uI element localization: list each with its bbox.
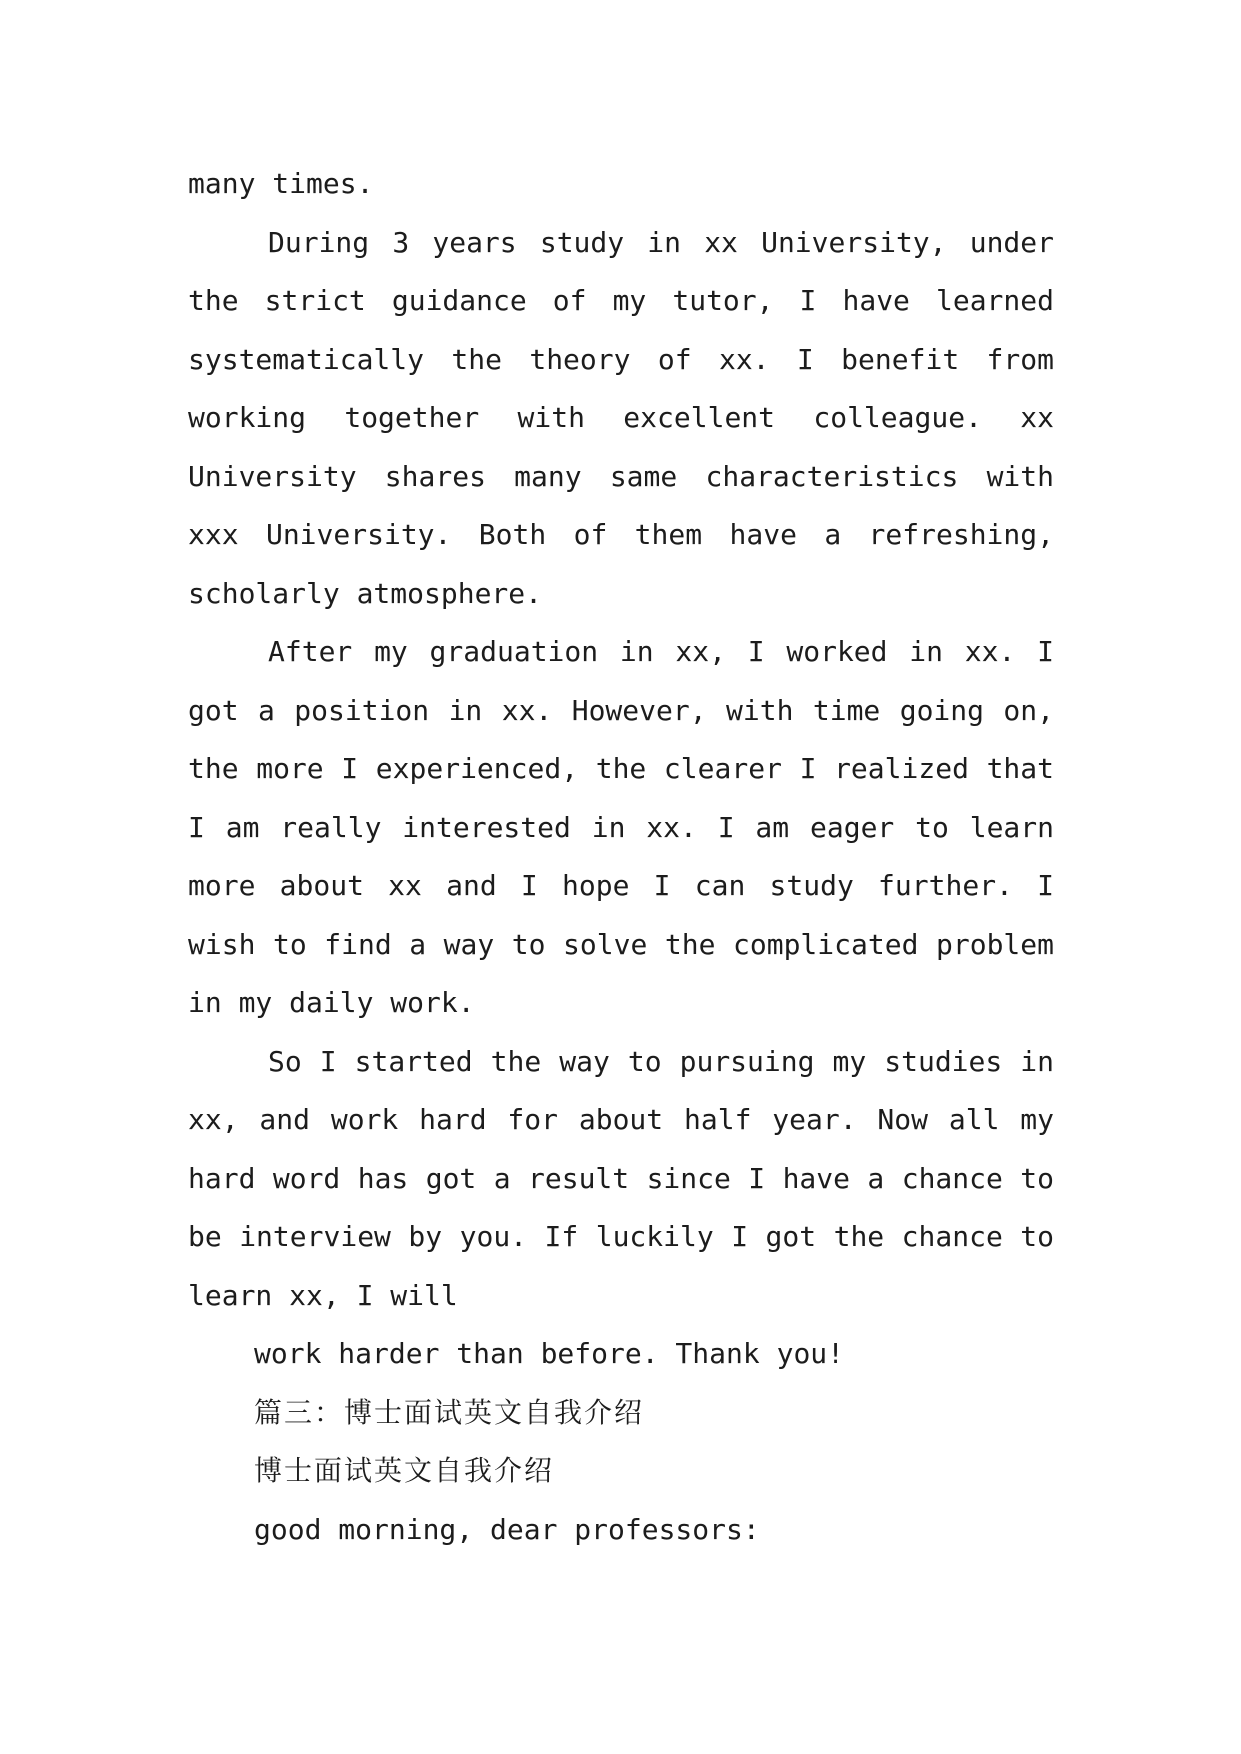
paragraph-pursuing: So I started the way to pursuing my studies in xx, and work hard for about half year. Now all my hard word has got a result since I have a chance to be interview by you. If luckily I got the chance to learn xx, I will bbox=[188, 1044, 1054, 1312]
paragraph-continuation: many times. bbox=[188, 167, 374, 200]
section-heading: 篇三：博士面试英文自我介绍 bbox=[254, 1395, 645, 1429]
paragraph-study: During 3 years study in xx University, under the strict guidance of my tutor, I have learned systematically the theory of xx. I benefit from working together with excellent colleague. xx University shares many same characteristics with xxx University. Both of them have a refreshing, scholarly atmosphere. bbox=[188, 225, 1054, 610]
paragraph-graduation: After my graduation in xx, I worked in xx. I got a position in xx. However, with time going on, the more I experienced, the clearer I realized that I am really interested in xx. I am eager to learn more about xx and I hope I can study further. I wish to find a way to solve the complicated problem in my daily work. bbox=[188, 635, 1054, 1019]
greeting-line: good morning, dear professors: bbox=[254, 1512, 760, 1546]
closing-line: work harder than before. Thank you! bbox=[254, 1337, 845, 1370]
document-page bbox=[188, 155, 1054, 1559]
section-title: 博士面试英文自我介绍 bbox=[254, 1454, 555, 1487]
